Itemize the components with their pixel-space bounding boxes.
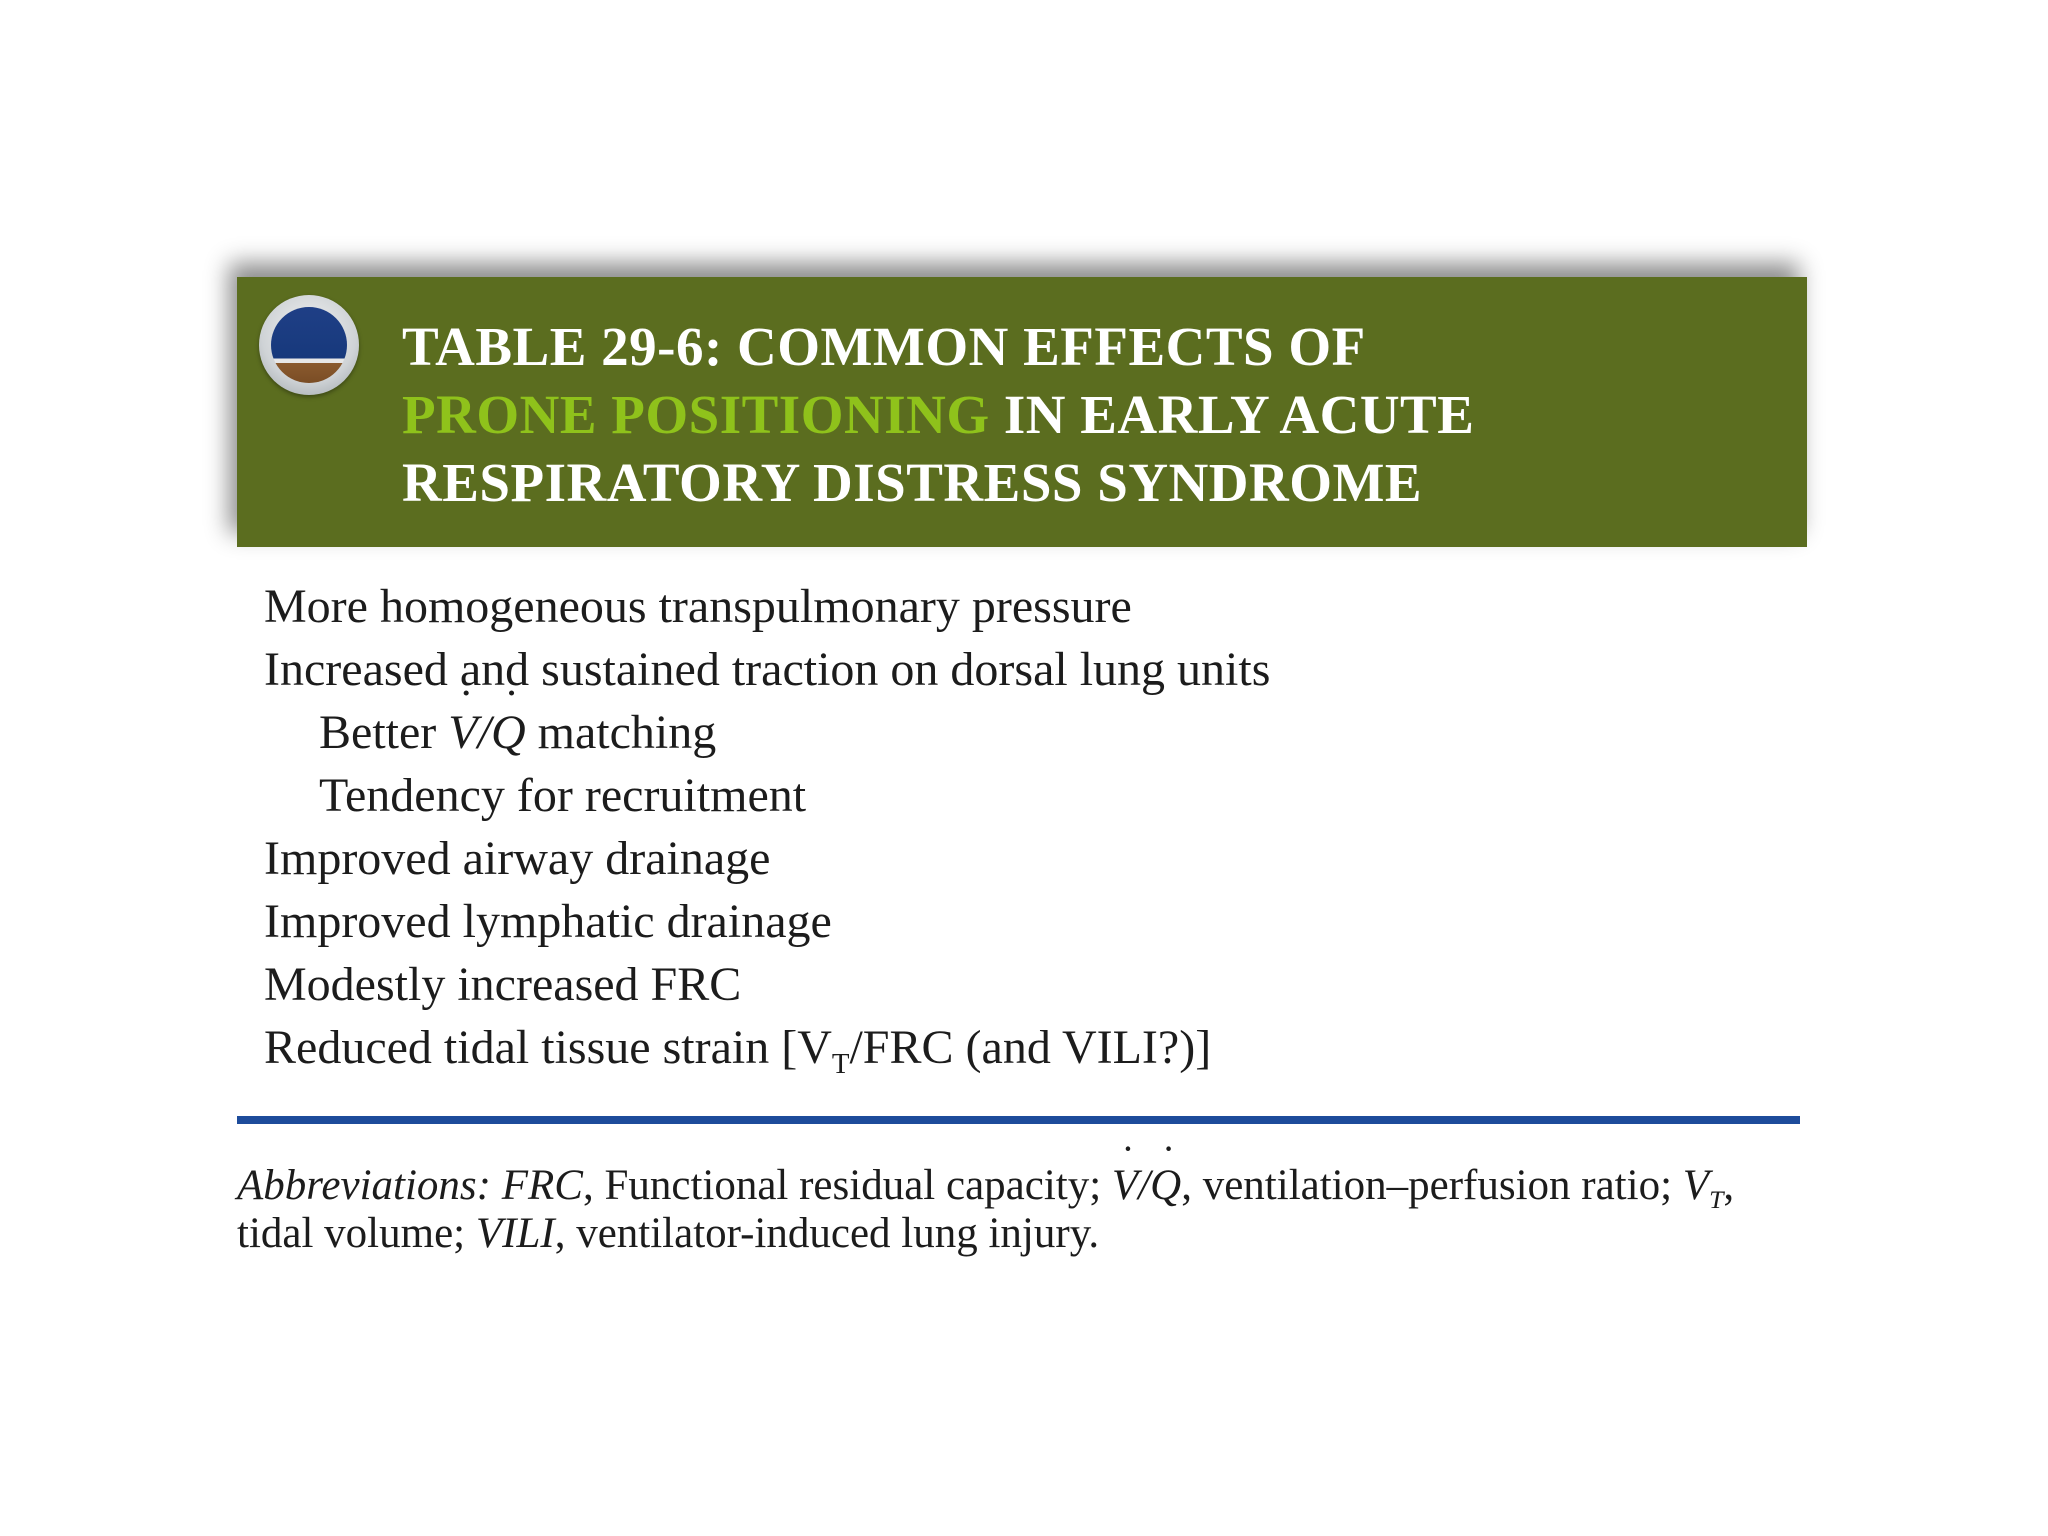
def-vt: , tidal volume;: [237, 1162, 1735, 1257]
list-item: [264, 701, 1270, 764]
abbr-vili: VILI: [475, 1210, 555, 1257]
vq-slash: /: [477, 706, 491, 759]
table-bottom-rule: [237, 1116, 1800, 1124]
list-item: Tendency for recruitment: [319, 769, 807, 822]
list-item: [264, 1016, 1270, 1079]
abbr-vq: [1112, 1162, 1181, 1209]
v-dot: ˙ V: [1112, 1162, 1138, 1210]
item-text: matching: [537, 706, 717, 759]
def-frc: , Functional residual capacity;: [582, 1162, 1102, 1209]
vt-letter: V: [1682, 1162, 1710, 1209]
abbr-frc: FRC: [501, 1162, 583, 1209]
list-item: Improved airway drainage: [264, 832, 771, 885]
list-item: Increased and sustained traction on dorsal lung units: [264, 643, 1271, 696]
q-dot: ˙ Q: [1150, 1162, 1181, 1210]
q-dot: ˙ Q: [491, 701, 526, 764]
list-item: Modestly increased FRC: [264, 958, 742, 1011]
abbreviations-footnote: [237, 1162, 1817, 1258]
subscript: T: [1709, 1185, 1724, 1215]
title-highlight: PRONE POSITIONING: [402, 384, 990, 445]
title-part2: IN EARLY ACUTE RESPIRATORY DISTRESS SYNDROME: [402, 384, 1475, 513]
v-dot: ˙ V: [448, 701, 477, 764]
footnote-label: Abbreviations:: [237, 1162, 491, 1209]
vq-ratio: [448, 706, 525, 759]
badge-emblem: [271, 307, 347, 383]
title-part1: TABLE 29-6: COMMON EFFECTS OF: [402, 316, 1366, 377]
list-item: More homogeneous transpulmonary pressure: [264, 580, 1132, 633]
table-badge-icon: [259, 295, 359, 395]
table-title: [402, 313, 1792, 517]
def-vili: , ventilator-induced lung injury.: [554, 1210, 1100, 1257]
list-item: Improved lymphatic drainage: [264, 895, 832, 948]
effects-list: [264, 575, 1270, 1079]
item-text: Better: [319, 706, 437, 759]
subscript: T: [831, 1048, 850, 1081]
item-text: /FRC (and VILI?)]: [849, 1021, 1212, 1074]
vq-slash: /: [1138, 1162, 1151, 1209]
item-text: Reduced tidal tissue strain [V: [264, 1021, 832, 1074]
table-header: [237, 277, 1807, 547]
abbr-vt: [1682, 1162, 1724, 1215]
def-vq: , ventilation–perfusion ratio;: [1181, 1162, 1673, 1209]
